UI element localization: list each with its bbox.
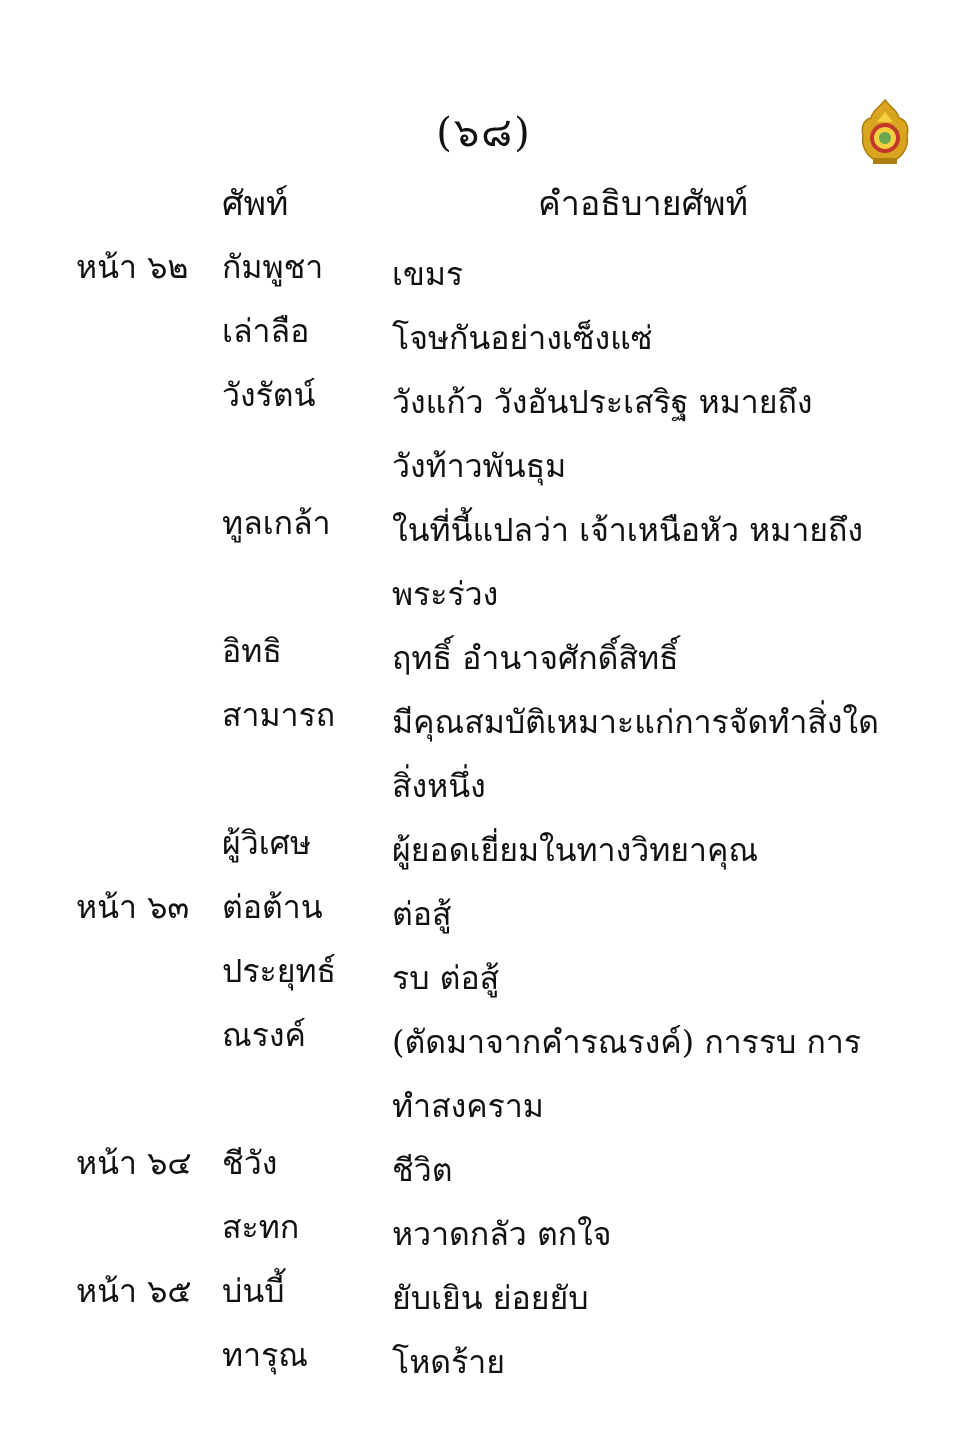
entry-term: ชีวัง <box>222 1144 278 1182</box>
entry-term: สามารถ <box>222 696 336 734</box>
entry-definition-line: ในที่นี้แปลว่า เจ้าเหนือหัว หมายถึง <box>392 511 864 549</box>
entry-definition-line: ฤทธิ์ อำนาจศักดิ์สิทธิ์ <box>392 639 679 677</box>
glossary-entry <box>0 818 968 882</box>
entry-page-ref: หน้า ๖๒ <box>76 248 189 286</box>
entry-term: ณรงค์ <box>222 1016 306 1054</box>
entry-definition-line: เขมร <box>392 255 464 293</box>
entry-definition-line: โจษกันอย่างเซ็งแซ่ <box>392 319 653 357</box>
glossary-entry <box>0 882 968 946</box>
entry-page-ref: หน้า ๖๓ <box>76 888 190 926</box>
entry-definition-line: โหดร้าย <box>392 1343 505 1381</box>
entry-term: ผู้วิเศษ <box>222 824 312 862</box>
entry-term: ทารุณ <box>222 1336 308 1374</box>
entry-definition <box>392 946 882 1010</box>
entry-definition-line: (ตัดมาจากคำรณรงค์) การรบ การ <box>392 1023 862 1061</box>
entry-page-ref: หน้า ๖๕ <box>76 1272 192 1310</box>
page-number: (๖๘) <box>436 110 532 156</box>
glossary-entry <box>0 626 968 690</box>
entry-definition-line: มีคุณสมบัติเหมาะแก่การจัดทำสิ่งใด <box>392 703 879 741</box>
entry-definition-line: ต่อสู้ <box>392 895 452 933</box>
glossary-entry <box>0 370 968 498</box>
glossary-entry <box>0 498 968 626</box>
entry-term: ทูลเกล้า <box>222 504 331 542</box>
entry-term: บ่นบี้ <box>222 1272 285 1310</box>
entry-term: เล่าลือ <box>222 312 310 350</box>
entry-definition-line: พระร่วง <box>392 575 499 613</box>
entry-definition <box>392 1138 882 1202</box>
emblem-seal-icon <box>857 98 913 168</box>
entry-definition-line: วังแก้ว วังอันประเสริฐ หมายถึง <box>392 383 813 421</box>
entry-definition <box>392 818 882 882</box>
entry-definition <box>392 1202 882 1266</box>
column-header-term: ศัพท์ <box>222 184 289 224</box>
entry-definition <box>392 242 882 306</box>
entry-definition <box>392 306 882 370</box>
entry-definition <box>392 626 882 690</box>
entry-definition-line: ผู้ยอดเยี่ยมในทางวิทยาคุณ <box>392 831 759 869</box>
entry-definition-line: สิ่งหนึ่ง <box>392 767 486 805</box>
glossary-entry <box>0 1330 968 1394</box>
entry-definition-line: หวาดกลัว ตกใจ <box>392 1215 612 1253</box>
entry-definition-line: ชีวิต <box>392 1151 453 1189</box>
glossary-entry <box>0 1010 968 1138</box>
entry-term: ประยุทธ์ <box>222 952 337 990</box>
entry-term: วังรัตน์ <box>222 376 316 414</box>
column-header-definition: คำอธิบายศัพท์ <box>538 184 749 224</box>
entry-term: ต่อต้าน <box>222 888 323 926</box>
glossary-entry <box>0 946 968 1010</box>
entry-term: กัมพูชา <box>222 248 324 286</box>
entry-definition <box>392 1010 882 1138</box>
glossary-entry <box>0 690 968 818</box>
entry-definition-line: วังท้าวพันธุม <box>392 447 567 485</box>
entry-definition-line: ทำสงคราม <box>392 1087 544 1125</box>
glossary-list <box>0 242 968 1394</box>
entry-definition-line: ยับเยิน ย่อยยับ <box>392 1279 589 1317</box>
entry-definition <box>392 882 882 946</box>
glossary-entry <box>0 1266 968 1330</box>
entry-definition <box>392 498 882 626</box>
entry-definition <box>392 370 882 498</box>
entry-term: สะทก <box>222 1208 300 1246</box>
entry-term: อิทธิ <box>222 632 282 670</box>
glossary-entry <box>0 1202 968 1266</box>
entry-page-ref: หน้า ๖๔ <box>76 1144 192 1182</box>
glossary-entry <box>0 306 968 370</box>
entry-definition <box>392 1266 882 1330</box>
glossary-entry <box>0 1138 968 1202</box>
entry-definition <box>392 1330 882 1394</box>
entry-definition-line: รบ ต่อสู้ <box>392 959 500 997</box>
entry-definition <box>392 690 882 818</box>
glossary-entry <box>0 242 968 306</box>
